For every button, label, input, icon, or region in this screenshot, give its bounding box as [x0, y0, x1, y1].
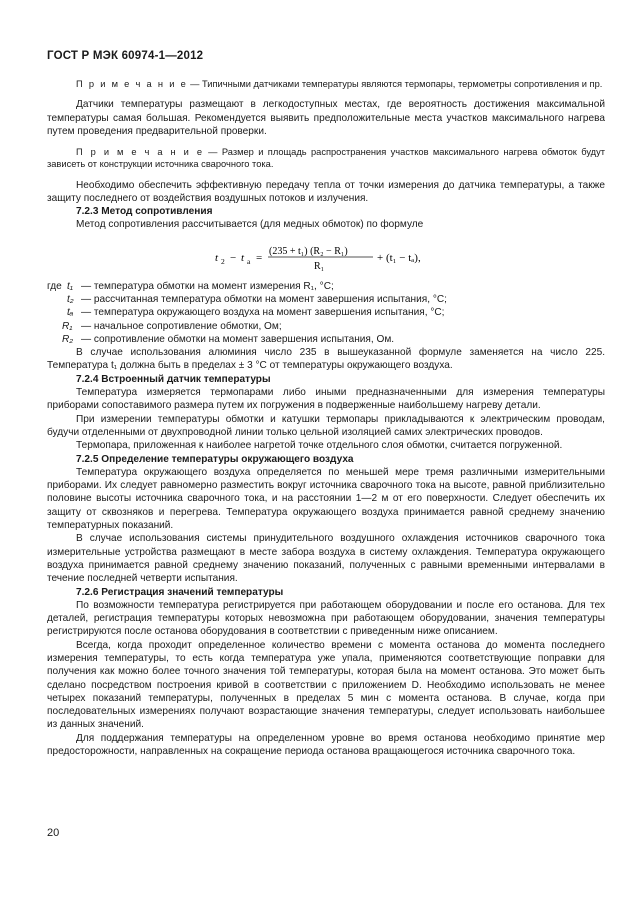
spacer — [47, 320, 62, 333]
section-heading-7-2-5: 7.2.5 Определение температуры окружающего воздуха — [76, 453, 354, 465]
paragraph: Для поддержания температуры на определенном уровне во время останова необходимо принятие мер предосторожности, направленных на сокращение периода останова вращающегося источника сварочного тока. — [47, 732, 605, 758]
definition-text: — сопротивление обмотки на момент завершения испытания, Ом. — [81, 333, 395, 345]
paragraph: Всегда, когда проходит определенное количество времени с момента останова до момента последнего измерения температуры, то есть когда температура уже упала, применяются соответствующие поправки для получения как можно более точного значения той температуры, которая была на момент останова. Это может быть сделано посредством построения кривой в соответствии с приложением D. Необходимо использовать не менее четырех показаний температуры, полученных в пределах 5 мин с момента останова. В случае, когда при последовательных измерениях получают возрастающие значения температуры, следует использовать наибольшее из данных значений. — [47, 639, 605, 731]
document-header: ГОСТ Р МЭК 60974-1—2012 — [47, 50, 204, 62]
definition-text: — рассчитанная температура обмотки на момент завершения испытания, °С; — [81, 293, 447, 305]
formula-numerator: (235 + t₁) (R₂ − R₁) — [269, 245, 348, 257]
note-1 — [47, 78, 605, 90]
definition-text: — начальное сопротивление обмотки, Ом; — [81, 320, 282, 332]
formula-lhs-t2: t — [215, 251, 219, 264]
section-heading-7-2-6: 7.2.6 Регистрация значений температуры — [76, 586, 284, 598]
paragraph: При измерении температуры обмотки и катушки термопары прикладываются к электрическим проводам, будучи отделенными от двухпроводной линии только цельной изоляцией самих электрических проводов. — [47, 413, 605, 438]
spacer — [47, 333, 62, 346]
definition-text: — температура обмотки на момент измерения R₁, °С; — [81, 280, 334, 292]
paragraph: В случае использования системы принудительного воздушного охлаждения источников сварочного тока измерительные устройства размещают в месте забора воздуха в систему охлаждения. Температура окружающего воздуха принимается равной среднему значению показаний, полученных с равными временными интервалами в течение последней четверти испытания. — [47, 533, 605, 585]
spacer — [47, 306, 67, 319]
document-body — [47, 78, 605, 758]
paragraph: Датчики температуры размещают в легкодоступных местах, где вероятность достижения максимальной температуры самая большая. Рекомендуется выявить предположительные места участков максимального нагрева путем проведения предварительной проверки. — [47, 99, 605, 137]
formula-tail: + (t₁ − tₐ), — [377, 251, 421, 264]
where-word: где — [47, 280, 62, 292]
definition-row — [47, 293, 605, 306]
formula-denominator: R₁ — [314, 260, 325, 272]
resistance-formula — [47, 242, 605, 272]
definition-row — [47, 280, 605, 293]
paragraph: По возможности температура регистрируется при работающем оборудовании и после его останова. Для тех деталей, регистрация температуры которых невозможна при работающем оборудовании, значения температуры регистрируются после останова оборудования в соответствии с приведенным ниже описанием. — [47, 599, 605, 638]
note-label: П р и м е ч а н и е — [76, 79, 188, 89]
formula-graphic — [207, 242, 467, 272]
formula-lhs-sub2: 2 — [221, 256, 225, 266]
definition-symbol: R₁ — [62, 320, 73, 332]
formula-equals: = — [256, 251, 263, 264]
paragraph: Температура окружающего воздуха определяется по меньшей мере тремя различными измерительными приборами. Их следует равномерно разместить вокруг источника сварочного тока на высоте, равной приблизительно половине высоты источника сварочного тока, и на расстоянии 1—2 м от его поверхности. Следует обеспечить их защиту от сквозняков и перегрева. Температура окружающего воздуха принимается равной среднему значению температурных показаний. — [47, 466, 605, 532]
page-number: 20 — [47, 827, 60, 839]
definition-symbol: t₂ — [67, 293, 74, 305]
definition-symbol: R₂ — [62, 333, 74, 345]
formula-lhs-ta: t — [241, 251, 245, 264]
definition-row — [47, 333, 605, 346]
definition-row — [47, 306, 605, 319]
section-heading-7-2-4: 7.2.4 Встроенный датчик температуры — [76, 373, 271, 385]
note-text: — Типичными датчиками температуры являются термопары, термометры сопротивления и пр. — [187, 79, 603, 89]
formula-lhs-suba: a — [247, 256, 251, 266]
section-heading-7-2-3: 7.2.3 Метод сопротивления — [76, 206, 213, 218]
note-2 — [47, 146, 605, 170]
spacer — [47, 293, 67, 306]
paragraph: Метод сопротивления рассчитывается (для медных обмоток) по формуле — [76, 219, 424, 231]
paragraph: Температура измеряется термопарами либо иными предназначенными для измерения температуры приборами сопоставимого размера путем их погружения в подверженные наибольшему нагреву детали. — [47, 387, 605, 412]
definition-text: — температура окружающего воздуха на момент завершения испытания, °С; — [81, 307, 445, 319]
formula-minus: − — [230, 251, 237, 264]
definition-symbol: tₐ — [67, 307, 74, 319]
paragraph: Необходимо обеспечить эффективную передачу тепла от точки измерения до датчика температуры, а также защиту последнего от воздействия воздушных потоков и излучения. — [47, 179, 605, 204]
paragraph: Термопара, приложенная к наиболее нагретой точке отдельного слоя обмотки, считается погруженной. — [76, 440, 563, 452]
definition-symbol: t₁ — [67, 280, 73, 292]
symbol-definitions — [47, 280, 605, 346]
paragraph: В случае использования алюминия число 235 в вышеуказанной формуле заменяется на число 225. Температура t₁ должна быть в пределах ± 3 °С от температуры окружающего воздуха. — [47, 347, 605, 372]
definition-row — [47, 320, 605, 333]
note-text: — Размер и площадь распространения участков максимального нагрева обмоток будут зависеть от конструкции источника сварочного тока. — [47, 147, 605, 170]
note-label: П р и м е ч а н и е — [76, 147, 204, 158]
